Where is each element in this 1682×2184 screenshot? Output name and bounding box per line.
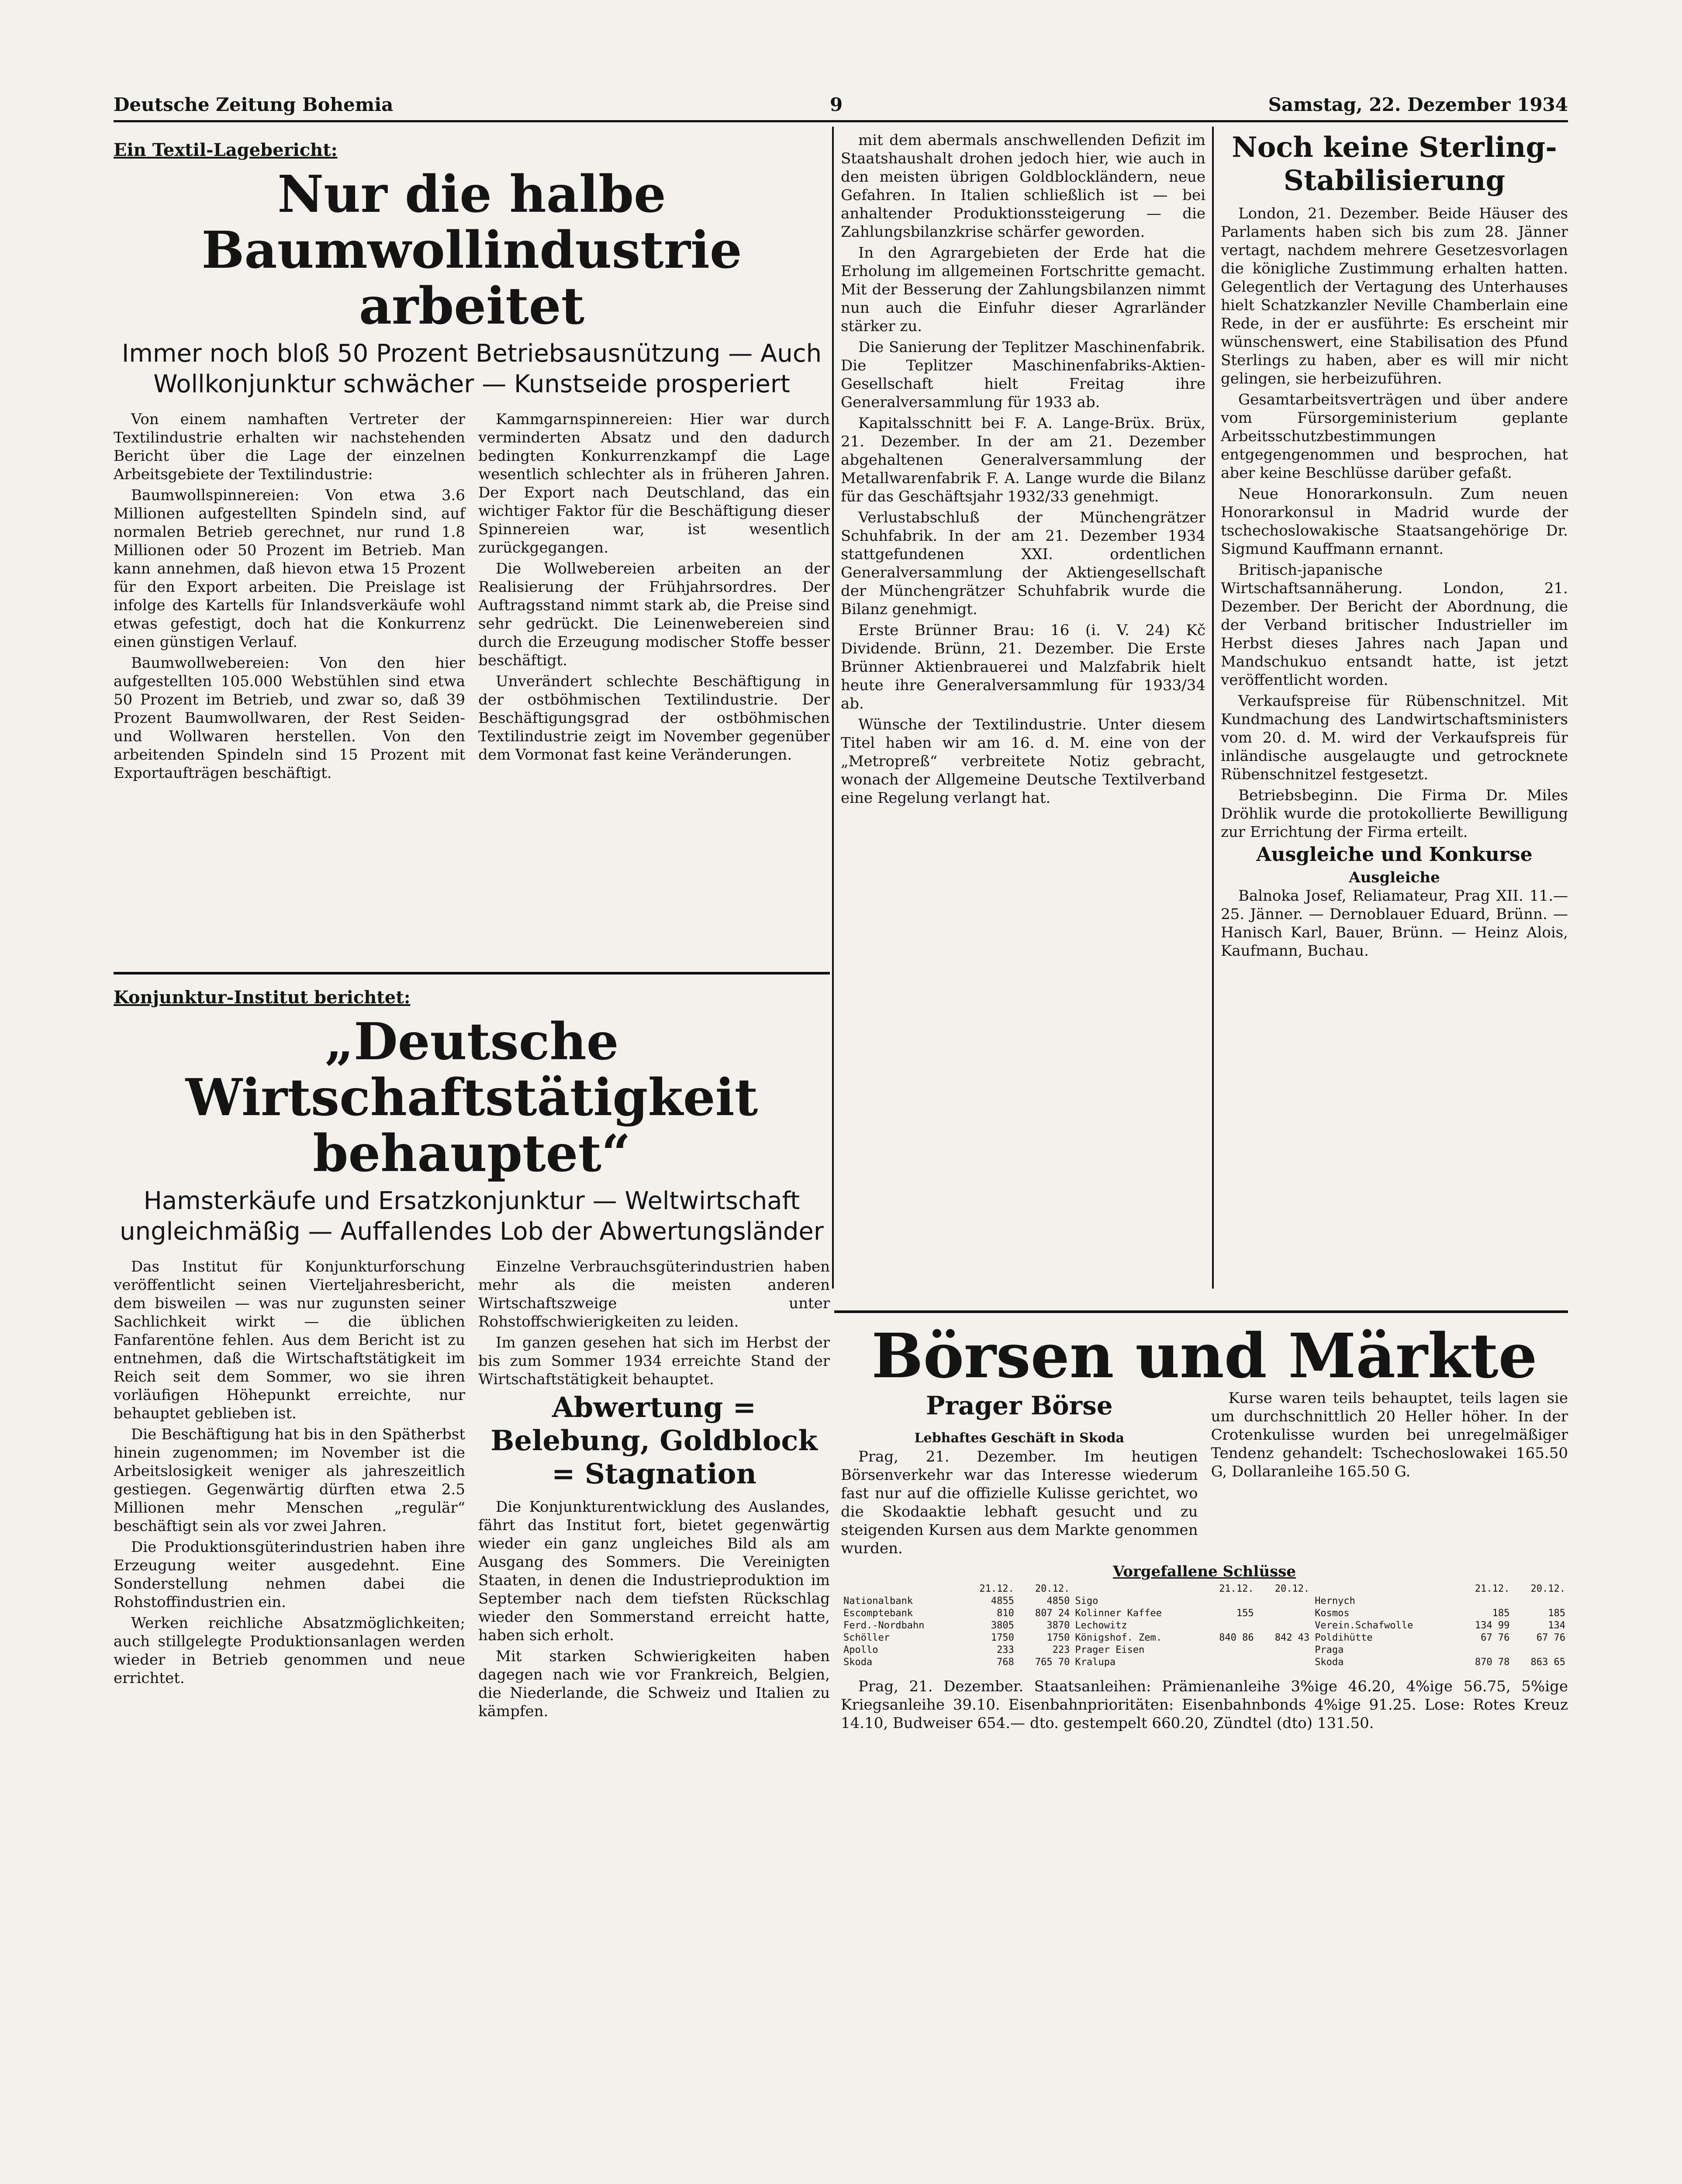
quote-value: 840 86 (1219, 1632, 1254, 1643)
col-header: 21.12. (979, 1583, 1014, 1594)
paragraph: Balnoka Josef, Reliamateur, Prag XII. 11.—25. Jänner. — Dernoblauer Eduard, Brünn. — Hanisch Karl, Bauer, Brünn. — Heinz Alois, Kaufmann, Buchau. (1221, 887, 1568, 960)
paragraph: Betriebsbeginn. Die Firma Dr. Miles Dröhlik wurde die protokollierte Bewilligung zur Errichtung der Firma erteilt. (1221, 787, 1568, 841)
market-notes (1211, 1389, 1568, 1560)
paragraph: Verkaufspreise für Rübenschnitzel. Mit Kundmachung des Landwirtschaftsministers vom 20. d. M. wird der Verkaufspreis für inländische ausgelaugte und getrocknete Rübenschnitzel festgesetzt. (1221, 692, 1568, 783)
article-subhead: Immer noch bloß 50 Prozent Betriebsausnützung — Auch Wollkonjunktur schwächer — Kunstseide prosperiert (121, 339, 822, 398)
subsection-title: Abwertung = Belebung, Goldblock = Stagnation (490, 1391, 818, 1490)
paragraph: Neue Honorarkonsuln. Zum neuen Honorarkonsul in Madrid wurde der tschechoslowakische Staatsangehörige Dr. Sigmund Kauffmann ernannt. (1221, 485, 1568, 558)
markets-title: Börsen und Märkte (871, 1324, 1537, 1392)
quote-name: Skoda (1315, 1657, 1344, 1668)
quote-value (1257, 1644, 1312, 1656)
quote-value (1457, 1644, 1513, 1656)
article-kicker: Ein Textil-Lagebericht: (114, 140, 338, 160)
paragraph: London, 21. Dezember. Beide Häuser des Parlaments haben sich bis zum 28. Jänner vertagt, nachdem mehrere Gesetzesvorlagen die königliche Zustimmung erhalten hatten. Gelegentlich der Vertagung des Unterhauses hielt Schatzkanzler Neville Chamberlain eine Rede, in der er ausführte: Es erscheint mir wünschenswert, eine Stabilisation des Pfund Sterlings zu haben, aber es will mir nicht gelingen, sie herbeizuführen. (1221, 205, 1568, 387)
markets-section (841, 1324, 1568, 2184)
subsection-label: Ausgleiche (1349, 869, 1440, 886)
quote-name: Praga (1315, 1645, 1344, 1655)
quote-value: 810 (997, 1608, 1014, 1619)
quotes-table (841, 1583, 1568, 1669)
quote-name: Ferd.-Nordbahn (843, 1620, 925, 1631)
center-column (841, 131, 1205, 1302)
paragraph: Prag, 21. Dezember. Staatsanleihen: Prämienanleihe 3%ige 46.20, 4%ige 56.75, 5%ige Kriegsanleihe 39.10. Eisenbahnprioritäten: Eisenbahnbonds 4%ige 91.25. Lose: Rotes Kreuz 14.10, Budweiser 654.— dto. gestempelt 660.20, Zündtel (dto) 131.50. (841, 1678, 1568, 1732)
paragraph: Erste Brünner Brau: 16 (i. V. 24) Kč Dividende. Brünn, 21. Dezember. Die Erste Brünner Aktienbrauerei und Malzfabrik hielt heute ihre Generalversammlung für 1933/34 ab. (841, 622, 1205, 712)
right-column (1221, 131, 1568, 1302)
quote-value (1257, 1620, 1312, 1632)
quote-name: Poldihütte (1315, 1632, 1373, 1643)
quote-value: 67 76 (1481, 1632, 1510, 1643)
paragraph: Verlustabschluß der Münchengrätzer Schuhfabrik. In der am 21. Dezember 1934 stattgefundenen XXI. ordentlichen Generalversammlung der Aktiengesellschaft der Münchengrätzer Schuhfabrik wurde die Bilanz genehmigt. (841, 509, 1205, 618)
col-header: 21.12. (1475, 1583, 1510, 1594)
quote-name: Sigo (1075, 1596, 1098, 1607)
paragraph: Wünsche der Textilindustrie. Unter diesem Titel haben wir am 16. d. M. eine von der „Metropreß“ verbreitete Notiz gebracht, wonach der Allgemeine Deutsche Textilverband eine Regelung verlangt hat. (841, 716, 1205, 807)
quote-value: 134 (1548, 1620, 1565, 1631)
quote-value: 185 (1548, 1608, 1565, 1619)
article-body (114, 1258, 830, 1721)
col-header: 20.12. (1035, 1583, 1070, 1594)
bonds-text (841, 1677, 1568, 1732)
quote-name: Nationalbank (843, 1596, 913, 1607)
quote-value: 134 99 (1475, 1620, 1510, 1631)
quote-value: 863 65 (1530, 1657, 1565, 1668)
quote-value (1201, 1620, 1257, 1632)
quote-value (1257, 1595, 1312, 1607)
quote-value: 155 (1236, 1608, 1254, 1619)
quote-value (1257, 1607, 1312, 1620)
table-row (841, 1656, 1568, 1669)
article-konjunktur (114, 987, 830, 2184)
paragraph: Im ganzen gesehen hat sich im Herbst der bis zum Sommer 1934 erreichte Stand der Wirtschaftstätigkeit behauptet. (478, 1334, 830, 1388)
col-header: 20.12. (1530, 1583, 1565, 1594)
paragraph: Gesamtarbeitsverträgen und über andere vom Fürsorgeministerium geplante Arbeitsschutzbestimmungen entgegengenommen und besprochen, hat aber keine Beschlüsse darüber gefaßt. (1221, 391, 1568, 482)
paragraph: Die Produktionsgüterindustrien haben ihre Erzeugung weiter ausgedehnt. Eine Sonderstellung nehmen dabei die Rohstoffindustrien ein. (114, 1538, 465, 1611)
col-header: 21.12. (1219, 1583, 1254, 1594)
paragraph: In den Agrargebieten der Erde hat die Erholung im allgemeinen Fortschritte gemacht. Mit der Besserung der Zahlungsbilanzen nimmt nun auch die Einfuhr dieser Agrarländer stärker zu. (841, 244, 1205, 335)
quote-value (1457, 1595, 1513, 1607)
table-row (841, 1632, 1568, 1644)
quote-value: 3805 (991, 1620, 1014, 1631)
prager-boerse (841, 1389, 1198, 1560)
quote-value: 842 43 (1274, 1632, 1310, 1643)
paragraph: Mit starken Schwierigkeiten haben dagegen nach wie vor Frankreich, Belgien, die Niederlande, die Schweiz und Italien zu kämpfen. (478, 1648, 830, 1720)
quote-value: 4855 (991, 1596, 1014, 1607)
paragraph: Baumwollwebereien: Von den hier aufgestellten 105.000 Webstühlen sind etwa 50 Prozent im Betrieb, und zwar so, daß 39 Prozent Baumwollwaren, der Rest Seiden- und Wollwaren herstellen. Von den arbeitenden Spindeln sind 15 Prozent mit Exportaufträgen beschäftigt. (114, 654, 465, 782)
column-rule (1212, 127, 1214, 1289)
quote-name: Schöller (843, 1632, 890, 1643)
paragraph: Von einem namhaften Vertreter der Textilindustrie erhalten wir nachstehenden Bericht über die Lage der einzelnen Arbeitsgebiete der Textilindustrie: (114, 411, 465, 483)
issue-date: Samstag, 22. Dezember 1934 (1268, 94, 1568, 115)
table-row (841, 1644, 1568, 1656)
paragraph: Prag, 21. Dezember. Im heutigen Börsenverkehr war das Interesse wiederum fast nur auf die offizielle Kulisse gerichtet, wo die Skodaaktie lebhaft gesucht und zu steigenden Kursen aus dem Markte genommen wurden. (841, 1448, 1198, 1557)
paragraph: Die Beschäftigung hat bis in den Spätherbst hinein zugenommen; im November ist die Arbeitslosigkeit weniger als jahreszeitlich gestiegen. Gegenwärtig dürften etwa 2.5 Millionen mehr Menschen „regulär“ beschäftigt sein als vor zwei Jahren. (114, 1426, 465, 1535)
table-header-row (841, 1583, 1568, 1595)
paragraph: Kapitalsschnitt bei F. A. Lange-Brüx. Brüx, 21. Dezember. In der am 21. Dezember abgehaltenen Generalversammlung der Metallwarenfabrik F. A. Lange wurde die Bilanz für das Geschäftsjahr 1932/33 genehmigt. (841, 415, 1205, 505)
quote-name: Kolinner Kaffee (1075, 1608, 1162, 1619)
paragraph: Die Wollwebereien arbeiten an der Realisierung der Frühjahrsordres. Der Auftragsstand nimmt stark ab, die Preise sind sehr gedrückt. Die Leinenwebereien sind durch die Erzeugung modischer Stoffe besser beschäftigt. (478, 560, 830, 669)
paragraph: Die Sanierung der Teplitzer Maschinenfabrik. Die Teplitzer Maschinenfabriks-Aktien-Gesellschaft hielt Freitag ihre Generalversammlung für 1933 ab. (841, 339, 1205, 411)
article-headline: Nur die halbe Baumwollindustrie arbeitet (201, 165, 742, 336)
quote-value: 3870 (1047, 1620, 1070, 1631)
paragraph: mit dem abermals anschwellenden Defizit im Staatshaushalt drohen jedoch hier, wie auch in den meisten übrigen Goldblockländern, neue Gefahren. In Italien schließlich ist — bei anhaltender Produktionssteigerung — die Zahlungsbilanzkrise schärfer geworden. (841, 131, 1205, 241)
quote-value: 223 (1052, 1645, 1070, 1655)
prager-title: Prager Börse (926, 1391, 1113, 1420)
quote-value: 870 78 (1475, 1657, 1510, 1668)
article-title: Noch keine Sterling-Stabilisierung (1232, 131, 1557, 197)
page-number: 9 (830, 94, 843, 115)
quote-value: 185 (1492, 1608, 1510, 1619)
quote-value: 1750 (991, 1632, 1014, 1643)
article-body (114, 410, 830, 782)
subsection-title: Ausgleiche und Konkurse (1256, 843, 1533, 866)
quote-name: Kralupa (1075, 1657, 1116, 1668)
quote-name: Königshof. Zem. (1075, 1632, 1162, 1643)
article-headline: „Deutsche Wirtschaftstätigkeit behauptet“ (185, 1012, 758, 1183)
quote-value (1201, 1595, 1257, 1607)
quote-value: 768 (997, 1657, 1014, 1668)
markets-intro (841, 1389, 1568, 1560)
quote-name: Lechowitz (1075, 1620, 1127, 1631)
quote-name: Kosmos (1315, 1608, 1350, 1619)
quote-value (1257, 1656, 1312, 1669)
article-kicker: Konjunktur-Institut berichtet: (114, 987, 411, 1008)
quote-value (1201, 1656, 1257, 1669)
paragraph: Die Konjunkturentwicklung des Auslandes, fährt das Institut fort, bietet gegenwärtig wieder ein ganz ungleiches Bild als am Ausgang des Sommers. Die Vereinigten Staaten, in denen die Industrieproduktion im September nach dem tiefsten Rückschlag wieder den Sommerstand erreicht hatte, haben sich erholt. (478, 1498, 830, 1644)
quote-value: 1750 (1047, 1632, 1070, 1643)
quote-value: 67 76 (1536, 1632, 1565, 1643)
section-rule (834, 1310, 1568, 1313)
quote-value (1512, 1644, 1568, 1656)
quotes-title: Vorgefallene Schlüsse (1112, 1563, 1296, 1580)
quote-name: Skoda (843, 1657, 873, 1668)
quote-name: Prager Eisen (1075, 1645, 1145, 1655)
quote-name: Escomptebank (843, 1608, 913, 1619)
paper-name: Deutsche Zeitung Bohemia (114, 94, 394, 115)
paragraph: Das Institut für Konjunkturforschung veröffentlicht seinen Vierteljahresbericht, dem bisweilen — was nur zugunsten seiner Sachlichkeit wirkt — die üblichen Fanfarentöne fehlen. Aus dem Bericht ist zu entnehmen, daß die Wirtschaftstätigkeit im Reich seit dem Sommer, wo sie ihren vorläufigen Höhepunkt erreichte, nur behauptet geblieben ist. (114, 1258, 465, 1422)
quote-value: 765 70 (1035, 1657, 1070, 1668)
paragraph: Kurse waren teils behauptet, teils lagen sie um durchschnittlich 20 Heller höher. In der Crotenkulisse wurden bei unregelmäßiger Tendenz gehandelt: Tschechoslowakei 165.50 G, Dollaranleihe 165.50 G. (1211, 1389, 1568, 1480)
quote-value: 233 (997, 1645, 1014, 1655)
prager-subtitle: Lebhaftes Geschäft in Skoda (914, 1431, 1124, 1446)
article-subhead: Hamsterkäufe und Ersatzkonjunktur — Weltwirtschaft ungleichmäßig — Auffallendes Lob der Abwertungsländer (120, 1187, 824, 1246)
quote-name: Hernych (1315, 1596, 1355, 1607)
quote-rows (841, 1595, 1568, 1669)
table-row (841, 1607, 1568, 1620)
quote-value: 4850 (1047, 1596, 1070, 1607)
paragraph: Kammgarnspinnereien: Hier war durch verminderten Absatz und den dadurch bedingten Konkurrenzkampf die Lage wesentlich schlechter als in früheren Jahren. Der Export nach Deutschland, das ein wichtiger Faktor für die Beschäftigung dieser Spinnereien war, ist wesentlich zurückgegangen. (478, 411, 830, 556)
table-row (841, 1595, 1568, 1607)
quote-value (1201, 1644, 1257, 1656)
column-rule (832, 127, 834, 1289)
paragraph: Baumwollspinnereien: Von etwa 3.6 Millionen aufgestellten Spindeln sind, auf normalen Betrieb gerechnet, nur rund 1.8 Millionen oder 50 Prozent im Betrieb. Man kann annehmen, daß hievon etwa 15 Prozent für den Export arbeiten. Die Preislage ist infolge des Kartells für Inlandsverkäufe wohl etwas gefestigt, doch hat die Konkurrenz einen günstigen Verlauf. (114, 487, 465, 651)
paragraph: Unverändert schlechte Beschäftigung in der ostböhmischen Textilindustrie. Der Beschäftigungsgrad der ostböhmischen Textilindustrie zeigt im November gegenüber dem Vormonat fast keine Veränderungen. (478, 673, 830, 764)
paragraph: Britisch-japanische Wirtschaftsannäherung. London, 21. Dezember. Der Bericht der Abordnung, die der Verband britischer Industrieller im Herbst dieses Jahres nach Japan und Mandschukuo entsandt hatte, ist jetzt veröffentlicht worden. (1221, 561, 1568, 689)
table-row (841, 1620, 1568, 1632)
masthead (114, 94, 1568, 122)
col-header: 20.12. (1274, 1583, 1310, 1594)
quote-name: Apollo (843, 1645, 878, 1655)
section-rule (114, 972, 830, 975)
article-textile (114, 140, 830, 965)
paragraph: Werken reichliche Absatzmöglichkeiten; auch stillgelegte Produktionsanlagen werden wieder in Betrieb genommen und neue errichtet. (114, 1614, 465, 1687)
quote-name: Verein.Schafwolle (1315, 1620, 1413, 1631)
quote-value (1512, 1595, 1568, 1607)
quote-value: 807 24 (1035, 1608, 1070, 1619)
paragraph: Einzelne Verbrauchsgüterindustrien haben mehr als die meisten anderen Wirtschaftszweige unter Rohstoffschwierigkeiten zu leiden. (478, 1258, 830, 1330)
